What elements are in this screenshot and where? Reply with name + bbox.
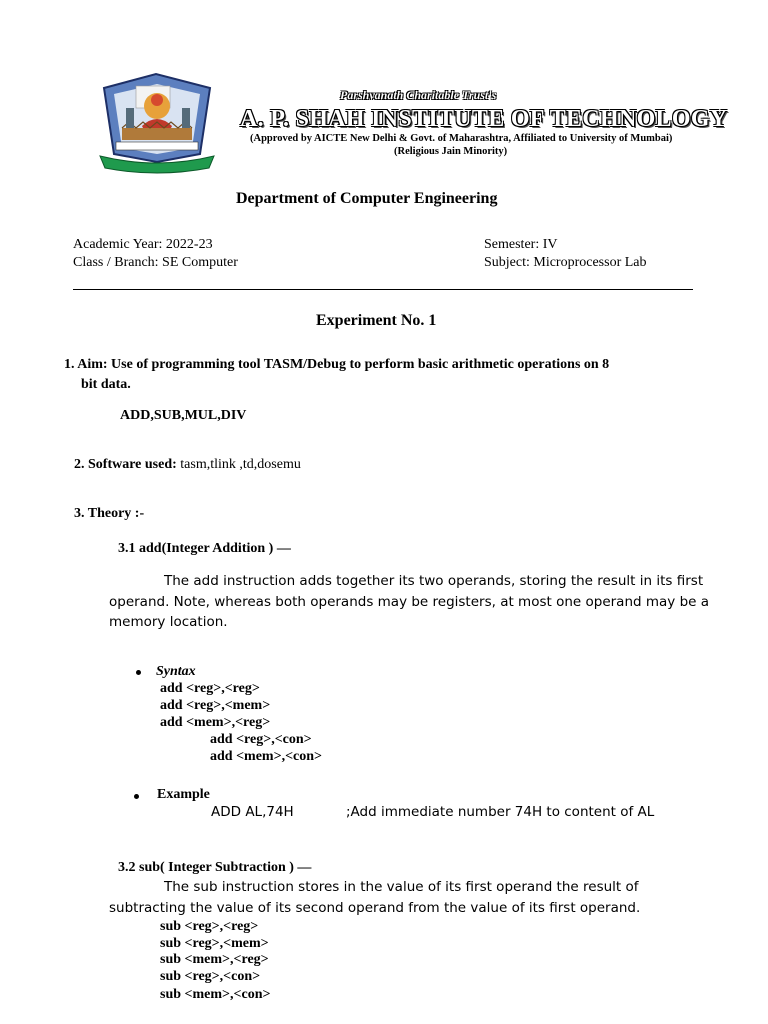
sub-syntax-line: sub <reg>,<reg> <box>160 919 259 934</box>
sub-syntax-line: sub <reg>,<con> <box>160 969 261 984</box>
theory-heading: 3. Theory :- <box>74 506 145 521</box>
software-label: 2. Software used: <box>74 457 177 472</box>
section-3-2-heading: 3.2 sub( Integer Subtraction ) — <box>118 860 312 875</box>
section-3-1-para-line-2: operand. Note, whereas both operands may be registers, at most one operand may be a <box>109 594 710 610</box>
aim-line-1: 1. Aim: Use of programming tool TASM/Debug to perform basic arithmetic operations on 8 <box>64 357 610 372</box>
sub-syntax-line: sub <mem>,<con> <box>160 987 271 1002</box>
semester: Semester: IV <box>484 237 558 252</box>
institute-name: A. P. SHAH INSTITUTE OF TECHNOLOGY <box>240 106 728 132</box>
example-label: Example <box>157 787 210 802</box>
add-syntax-line: add <reg>,<mem> <box>160 698 271 713</box>
section-3-1-heading: 3.1 add(Integer Addition ) — <box>118 541 291 556</box>
syntax-bullet <box>136 670 141 675</box>
department-title: Department of Computer Engineering <box>236 190 498 207</box>
experiment-title: Experiment No. 1 <box>316 312 437 329</box>
software-used <box>74 457 301 473</box>
subject: Subject: Microprocessor Lab <box>484 255 647 270</box>
software-value: tasm,tlink ,td,dosemu <box>176 457 301 472</box>
minority-line: (Religious Jain Minority) <box>394 146 508 157</box>
add-syntax-line: add <reg>,<con> <box>210 732 312 747</box>
approval-line: (Approved by AICTE New Delhi & Govt. of Maharashtra, Affiliated to University of Mumbai) <box>250 133 673 144</box>
section-3-1-para-line-1: The add instruction adds together its two operands, storing the result in its first <box>164 573 704 589</box>
syntax-label: Syntax <box>156 664 196 679</box>
trust-name: Parshvanath Charitable Trust's <box>340 88 497 102</box>
example-bullet <box>134 794 139 799</box>
aim-operations: ADD,SUB,MUL,DIV <box>120 408 247 423</box>
institute-logo <box>96 70 218 176</box>
sub-syntax-line: sub <reg>,<mem> <box>160 936 269 951</box>
class-branch: Class / Branch: SE Computer <box>73 255 238 270</box>
section-3-1-para-line-3: memory location. <box>109 614 228 630</box>
add-syntax-line: add <reg>,<reg> <box>160 681 260 696</box>
add-syntax-line: add <mem>,<con> <box>210 749 323 764</box>
example-comment: ;Add immediate number 74H to content of AL <box>346 804 655 820</box>
section-3-2-para-line-2: subtracting the value of its second operand from the value of its first operand. <box>109 900 641 916</box>
academic-year: Academic Year: 2022-23 <box>73 237 213 252</box>
add-syntax-line: add <mem>,<reg> <box>160 715 271 730</box>
example-code: ADD AL,74H <box>211 804 294 820</box>
sub-syntax-line: sub <mem>,<reg> <box>160 952 269 967</box>
section-3-2-para-line-1: The sub instruction stores in the value of its first operand the result of <box>164 879 639 895</box>
aim-line-2: bit data. <box>81 377 131 392</box>
header-divider <box>73 289 693 290</box>
